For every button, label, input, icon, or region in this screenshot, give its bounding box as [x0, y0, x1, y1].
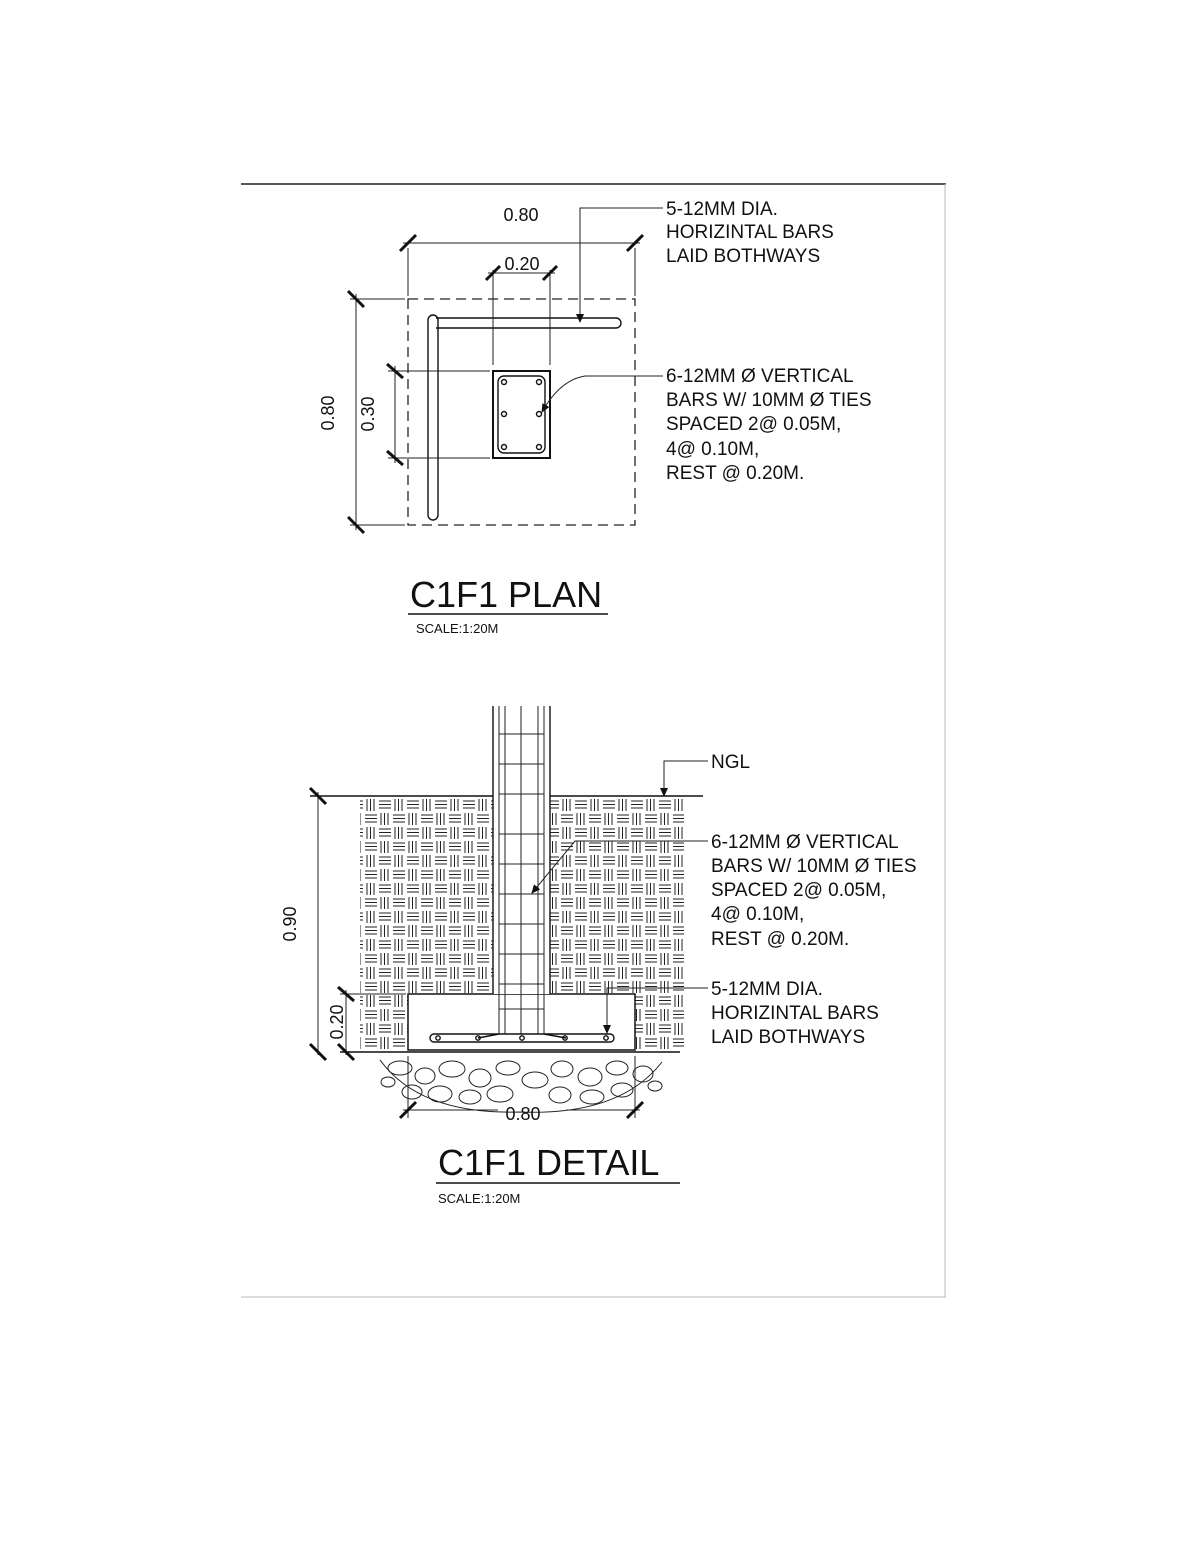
plan-dim-left-overall-label: 0.80: [318, 395, 338, 431]
detail-dim-footing-width-label: 0.80: [505, 1104, 541, 1124]
soil-hatch-left-lower: [360, 994, 408, 1050]
plan-leader-horizontal-bars: [580, 208, 663, 322]
sheet-frame: [241, 184, 946, 1297]
detail-note-ngl: NGL: [711, 752, 751, 773]
detail-note-vertical-bars: [711, 832, 917, 950]
plan-vertical-bar: [428, 315, 438, 520]
svg-text:SPACED 2@ 0.05M,: SPACED 2@ 0.05M,: [711, 880, 887, 901]
detail-dim-depth: [280, 788, 326, 1060]
detail-note-horizontal-bars: [711, 979, 879, 1048]
plan-leader-vertical-bars: [542, 376, 663, 412]
plan-note-horizontal-bars: [666, 199, 834, 267]
svg-text:6-12MM Ø VERTICAL: 6-12MM Ø VERTICAL: [711, 832, 899, 853]
plan-dim-top-overall: [400, 205, 643, 251]
detail-scale: SCALE:1:20M: [438, 1191, 521, 1206]
svg-text:6-12MM Ø VERTICAL: 6-12MM Ø VERTICAL: [666, 366, 854, 387]
svg-text:LAID BOTHWAYS: LAID BOTHWAYS: [666, 246, 821, 267]
svg-text:4@ 0.10M,: 4@ 0.10M,: [711, 904, 805, 925]
soil-hatch-right-lower: [635, 994, 684, 1050]
plan-title: C1F1 PLAN: [410, 574, 603, 615]
detail-title: C1F1 DETAIL: [438, 1142, 660, 1183]
detail-dim-depth-label: 0.90: [280, 906, 300, 942]
detail-leader-ngl: [664, 761, 708, 796]
svg-text:SPACED 2@ 0.05M,: SPACED 2@ 0.05M,: [666, 414, 842, 435]
svg-text:HORIZINTAL BARS: HORIZINTAL BARS: [666, 222, 834, 243]
svg-text:5-12MM DIA.: 5-12MM DIA.: [711, 979, 823, 1000]
detail-view: [280, 706, 917, 1206]
plan-horizontal-bar: [436, 318, 621, 328]
plan-dim-top-overall-label: 0.80: [503, 205, 539, 225]
plan-note-vertical-bars: [666, 366, 872, 484]
detail-dim-footing-thickness-label: 0.20: [327, 1004, 347, 1040]
plan-dim-top-column: [486, 254, 557, 280]
plan-dim-top-column-label: 0.20: [504, 254, 540, 274]
plan-dim-left-column: [358, 364, 403, 465]
svg-text:HORIZINTAL BARS: HORIZINTAL BARS: [711, 1003, 879, 1024]
plan-view: [318, 199, 872, 636]
svg-text:REST @ 0.20M.: REST @ 0.20M.: [711, 929, 850, 950]
soil-hatch-right: [550, 798, 684, 994]
soil-hatch-left: [360, 798, 493, 994]
svg-text:BARS W/ 10MM Ø TIES: BARS W/ 10MM Ø TIES: [711, 856, 917, 877]
svg-text:5-12MM DIA.: 5-12MM DIA.: [666, 199, 778, 220]
svg-text:BARS W/ 10MM Ø TIES: BARS W/ 10MM Ø TIES: [666, 390, 872, 411]
svg-text:4@ 0.10M,: 4@ 0.10M,: [666, 439, 760, 460]
plan-scale: SCALE:1:20M: [416, 621, 499, 636]
svg-text:REST @ 0.20M.: REST @ 0.20M.: [666, 463, 805, 484]
plan-dim-left-column-label: 0.30: [358, 396, 378, 432]
svg-text:LAID BOTHWAYS: LAID BOTHWAYS: [711, 1027, 866, 1048]
